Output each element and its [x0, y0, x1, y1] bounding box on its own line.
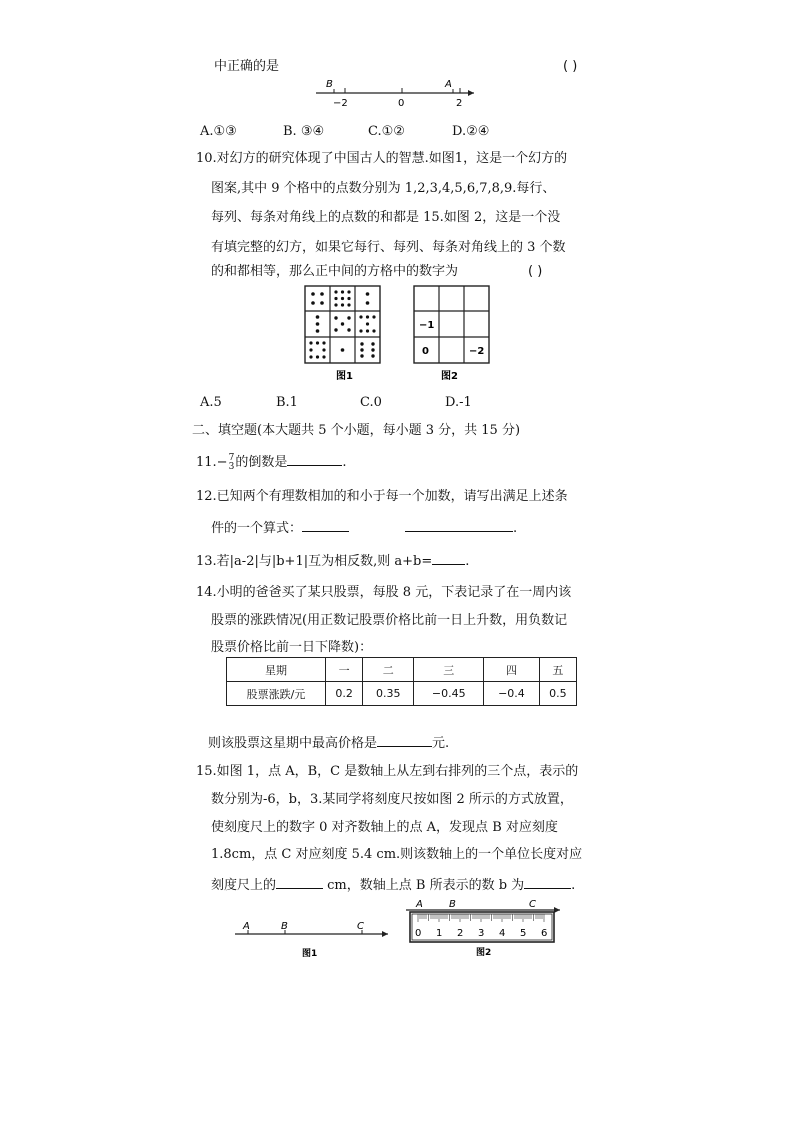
q15-fig1-number-line: [232, 918, 392, 960]
table-header-cell: 四: [484, 658, 540, 682]
fig1-point-A: A: [243, 921, 250, 932]
q15-line-4: 1.8cm，点 C 对应刻度 5.4 cm.则该数轴上的一个单位长度对应: [211, 847, 583, 862]
table-cell: −0.45: [414, 682, 484, 706]
q15-line-1: 15.如图 1，点 A，B，C 是数轴上从左到右排列的三个点，表示的: [196, 764, 579, 779]
q9-answer-paren: ( ): [563, 59, 578, 74]
table-header-cell: 星期: [227, 658, 326, 682]
table-cell: 0.35: [363, 682, 414, 706]
fig2-caption: 图2: [441, 371, 458, 382]
section-title: 二、填空题(本大题共 5 个小题，每小题 3 分，共 15 分): [192, 423, 521, 438]
q12-line-2-text: 件的一个算式：: [211, 521, 303, 536]
q10-option-d: D.-1: [445, 395, 472, 410]
ruler-label-4: 4: [499, 928, 506, 939]
q13-answer-blank[interactable]: [432, 551, 465, 565]
q12-end: .: [513, 521, 518, 536]
fig1-point-C: C: [357, 921, 364, 932]
fig2-point-A: A: [416, 899, 423, 910]
q14-line-1: 14.小明的爸爸买了某只股票，每股 8 元，下表记录了在一周内该: [196, 585, 572, 600]
q15-blank-2[interactable]: [524, 875, 571, 889]
q14-line-3: 股票价格比前一日下降数)：: [211, 640, 373, 655]
q9-option-d: D.②④: [452, 124, 490, 139]
q10-option-b: B.1: [276, 395, 298, 410]
q15-line-3: 使刻度尺上的数字 0 对齐数轴上的点 A，发现点 B 对应刻度: [211, 820, 558, 835]
q11-end: .: [342, 455, 347, 470]
ruler-label-0: 0: [415, 928, 422, 939]
q11-frac-den: 3: [228, 461, 235, 472]
table-cell: −0.4: [484, 682, 540, 706]
fig1-caption: 图1: [302, 949, 318, 959]
q10-fig2-grid: [413, 285, 493, 385]
q11-text: [196, 452, 346, 472]
table-header-row: [227, 658, 577, 682]
q10-answer-paren: ( ): [528, 264, 543, 279]
ruler-label-6: 6: [541, 928, 548, 939]
q12-blank-2[interactable]: [405, 518, 513, 532]
table-header-cell: 一: [326, 658, 363, 682]
q12-line-2: [211, 518, 517, 537]
table-header-cell: 三: [414, 658, 484, 682]
q9-option-b: B. ③④: [283, 124, 325, 139]
q12-line-1: 12.已知两个有理数相加的和小于每一个加数，请写出满足上述条: [196, 489, 568, 504]
q11-fraction: [229, 454, 235, 472]
q10-line-3: 每列、每条对角线上的点数的和都是 15.如图 2，这是一个没: [211, 210, 561, 225]
q15-fig2-ruler: [404, 898, 562, 960]
q15-line-5-a: 刻度尺上的: [211, 878, 277, 893]
q13-end: .: [465, 554, 470, 569]
q11-prefix: 11.−: [196, 455, 228, 470]
point-A-label: A: [445, 79, 452, 90]
table-cell: 0.5: [539, 682, 576, 706]
fig1-caption: 图1: [336, 371, 353, 382]
q10-line-5: 的和都相等，那么正中间的方格中的数字为: [211, 264, 459, 279]
table-cell: 0.2: [326, 682, 363, 706]
q9-option-a: A.①③: [200, 124, 237, 139]
table-header-cell: 五: [539, 658, 576, 682]
q10-option-a: A.5: [200, 395, 222, 410]
table-header-cell: 二: [363, 658, 414, 682]
ruler-label-1: 1: [436, 928, 443, 939]
q15-blank-1[interactable]: [276, 875, 323, 889]
q14-answer-blank[interactable]: [377, 733, 432, 747]
tick-0: 0: [398, 98, 405, 109]
q11-answer-blank[interactable]: [287, 452, 342, 466]
fig2-point-B: B: [449, 899, 456, 910]
q13-stem: 13.若|a-2|与|b+1|互为相反数,则 a+b=: [196, 554, 433, 569]
point-B-label: B: [326, 79, 333, 90]
q10-line-1: 10.对幻方的研究体现了中国古人的智慧.如图1，这是一个幻方的: [196, 151, 568, 166]
tick-neg2: −2: [333, 98, 348, 109]
q9-option-c: C.①②: [368, 124, 405, 139]
cell-bottom-left: 0: [422, 346, 429, 357]
q10-option-c: C.0: [360, 395, 382, 410]
table-row: [227, 682, 577, 706]
cell-mid-left: −1: [419, 320, 435, 331]
ruler-label-3: 3: [478, 928, 485, 939]
q11-frac-num: 7: [228, 452, 235, 463]
ruler-label-5: 5: [520, 928, 527, 939]
stock-change-table: [226, 657, 577, 706]
tick-2: 2: [456, 98, 463, 109]
q14-answer-prefix: 则该股票这星期中最高价格是: [208, 736, 378, 751]
q9-stem-end: 中正确的是: [214, 59, 280, 74]
q10-line-2: 图案,其中 9 个格中的点数分别为 1,2,3,4,5,6,7,8,9.每行、: [211, 181, 556, 196]
q15-line-5-b: cm，数轴上点 B 所表示的数 b 为: [323, 878, 525, 893]
q14-line-2: 股票的涨跌情况(用正数记股票价格比前一日上升数，用负数记: [211, 613, 568, 628]
fig2-point-C: C: [529, 899, 536, 910]
q14-answer-line: [208, 733, 449, 752]
q15-line-5-end: .: [571, 878, 576, 893]
ruler-label-2: 2: [457, 928, 464, 939]
q10-fig1-dot-square: [304, 285, 382, 385]
q9-number-line: [310, 76, 480, 112]
cell-bottom-right: −2: [469, 346, 485, 357]
fig1-point-B: B: [281, 921, 288, 932]
q15-line-2: 数分别为-6，b，3.某同学将刻度尺按如图 2 所示的方式放置，: [211, 792, 573, 807]
q13-text: [196, 551, 469, 570]
q12-blank-1[interactable]: [302, 518, 349, 532]
q14-answer-suffix: 元.: [432, 736, 450, 751]
q11-suffix: 的倒数是: [235, 455, 288, 470]
q15-line-5: [211, 875, 575, 894]
fig2-caption: 图2: [476, 948, 492, 958]
q10-line-4: 有填完整的幻方，如果它每行、每列、每条对角线上的 3 个数: [211, 240, 566, 255]
table-cell: 股票涨跌/元: [227, 682, 326, 706]
